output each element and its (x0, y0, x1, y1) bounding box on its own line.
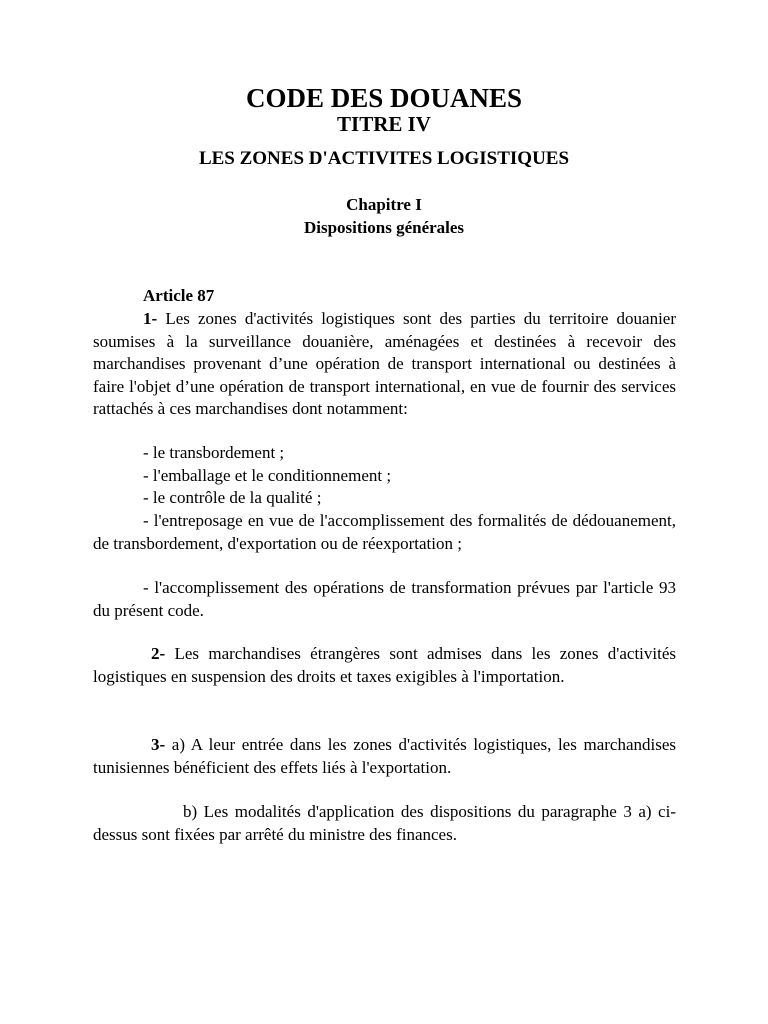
chapter-title: Dispositions générales (303, 218, 465, 237)
list-item: - l'accomplissement des opérations de transformation prévues par l'article 93 du présent code. (93, 578, 676, 620)
paragraph-number: 1- (143, 309, 158, 328)
list-item: - l'emballage et le conditionnement ; (143, 466, 392, 485)
document-title: CODE DES DOUANES (245, 83, 523, 113)
article-paragraph-3a (93, 734, 676, 779)
list-item: - l'entreposage en vue de l'accomplissement des formalités de dédouanement, de transbordement, d'exportation ou de réexportation ; (93, 511, 676, 553)
paragraph-number: 3- (151, 735, 166, 754)
paragraph-number: 2- (151, 644, 166, 663)
article-paragraph-3b: b) Les modalités d'application des dispositions du paragraphe 3 a) ci-dessus sont fixées par arrêté du ministre des finances. (93, 802, 676, 844)
paragraph-text: a) A leur entrée dans les zones d'activités logistiques, les marchandises tunisiennes bénéficient des effets liés à l'exportation. (93, 735, 676, 777)
article-paragraph-2 (93, 643, 676, 688)
paragraph-text: Les zones d'activités logistiques sont des parties du territoire douanier soumises à la surveillance douanière, aménagées et destinées à recevoir des marchandises provenant d’une opération de transport international ou destinées à faire l'objet d’une opération de transport international, en vue de fournir des services rattachés à ces marchandises dont notamment: (93, 309, 676, 419)
list-item: - le contrôle de la qualité ; (143, 488, 322, 507)
article-title: Article 87 (143, 286, 215, 305)
paragraph-text: Les marchandises étrangères sont admises dans les zones d'activités logistiques en suspension des droits et taxes exigibles à l'importation. (93, 644, 676, 686)
titre-heading: TITRE IV (337, 112, 431, 136)
article-paragraph-1 (93, 308, 676, 421)
section-heading: LES ZONES D'ACTIVITES LOGISTIQUES (198, 148, 570, 169)
list-item: - le transbordement ; (143, 443, 285, 462)
chapter-heading: Chapitre I (346, 195, 422, 214)
